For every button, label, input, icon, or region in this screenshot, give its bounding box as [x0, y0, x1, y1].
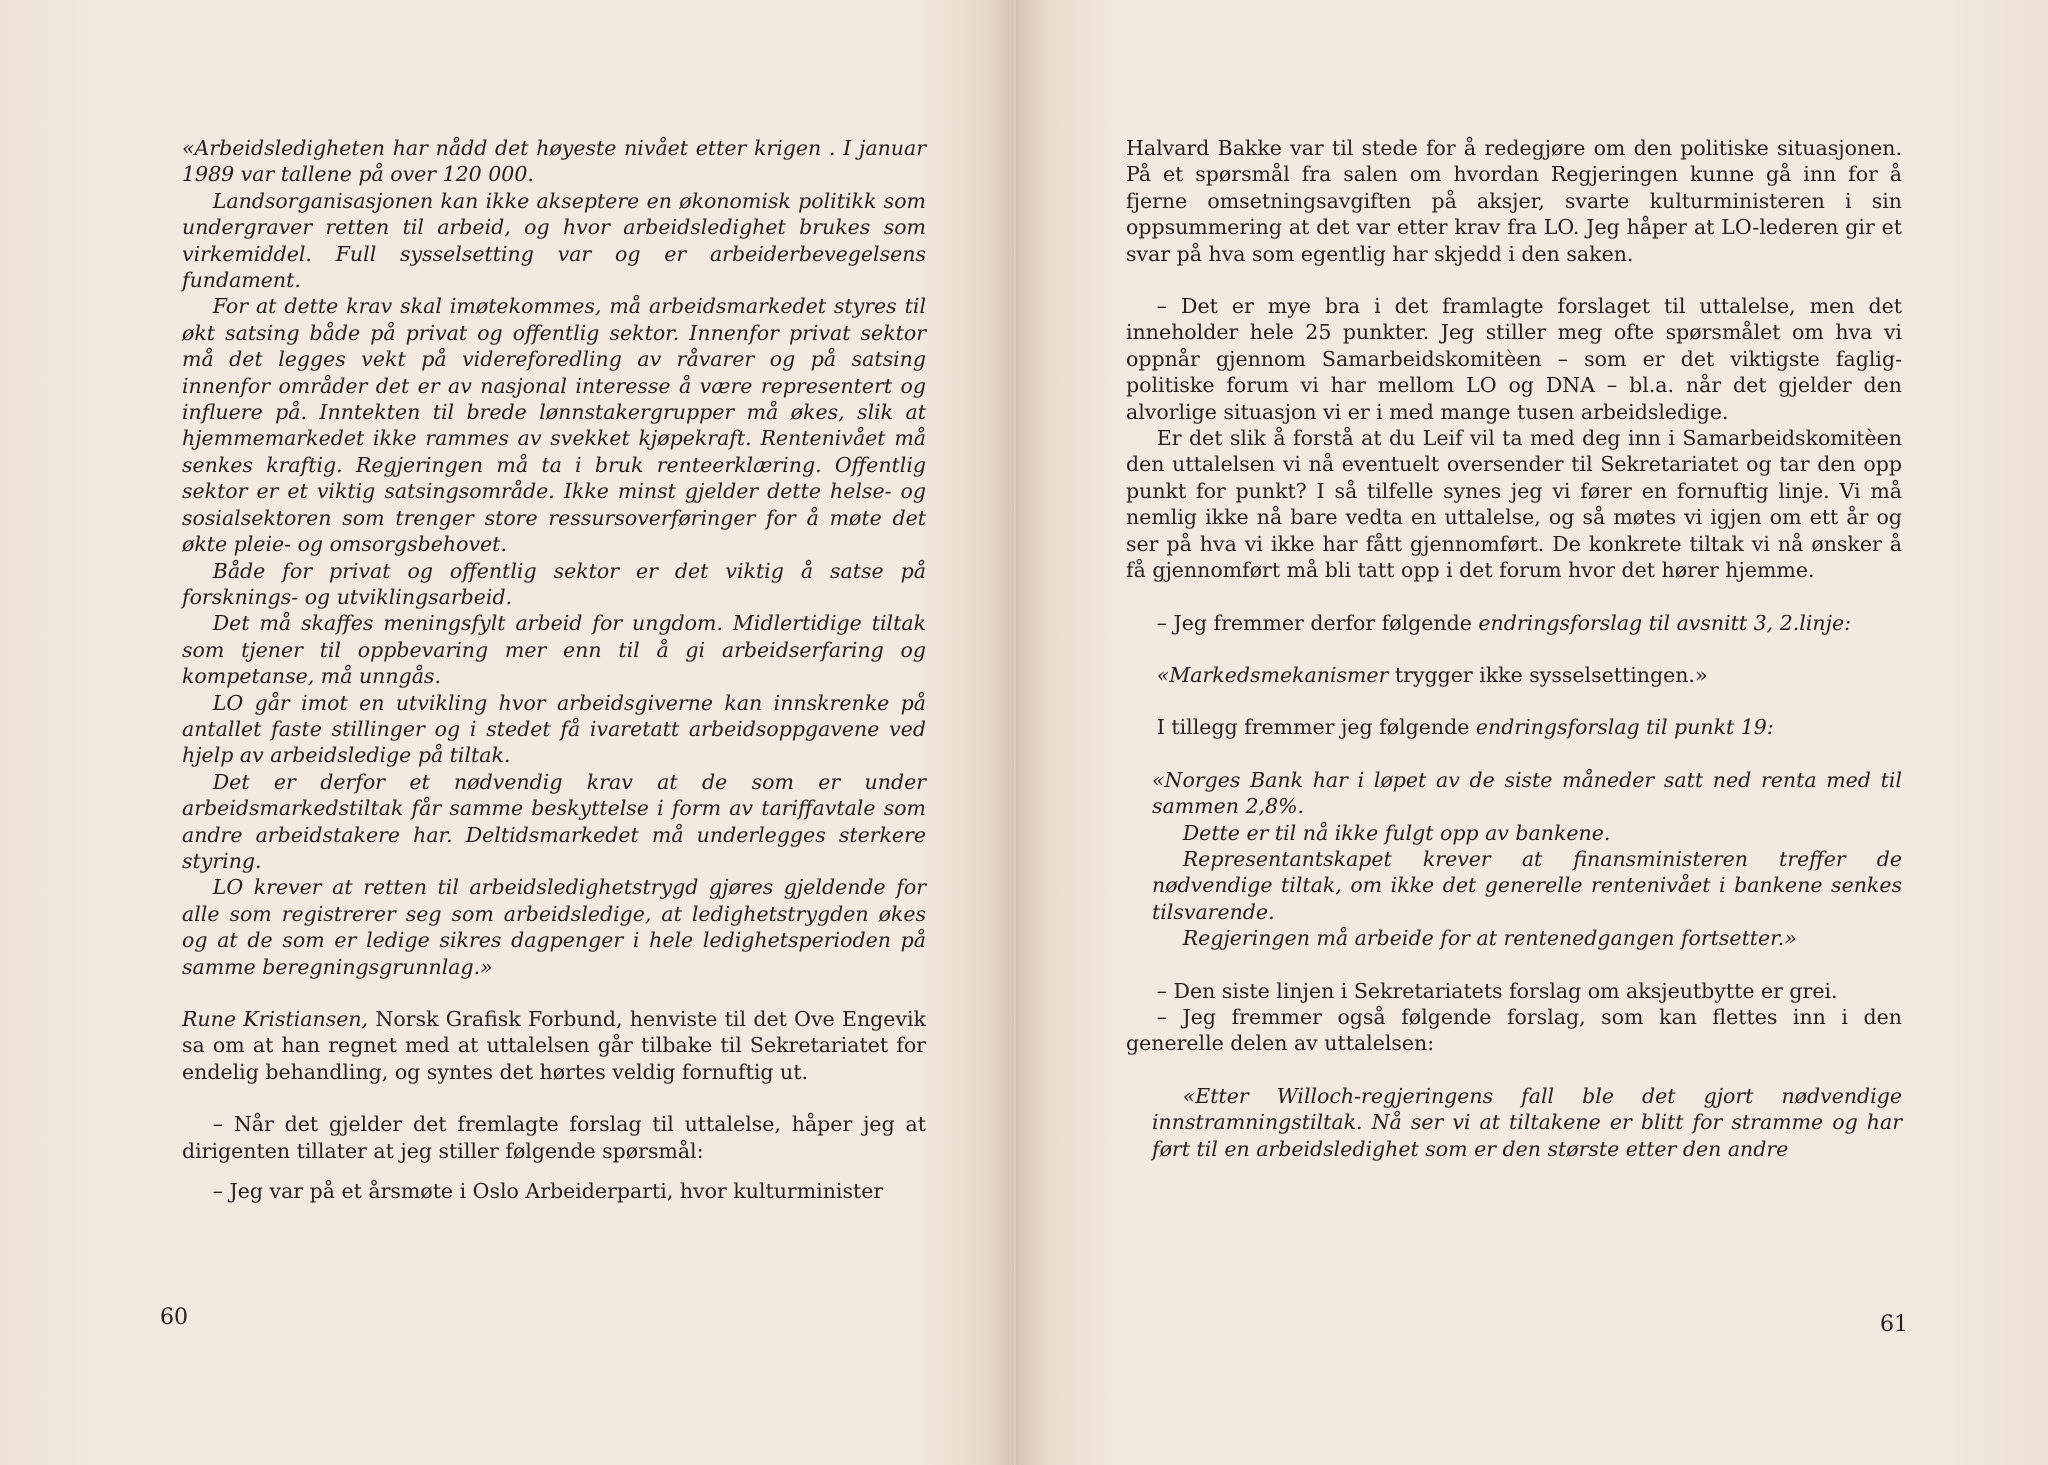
quote-paragraph: «Arbeidsledigheten har nådd det høyeste nivået etter krigen . I januar 1989 var tallene på over 120 000.: [182, 136, 926, 187]
quote-paragraph: «Norges Bank har i løpet av de siste måneder satt ned renta med til sammen 2,8%.: [1152, 767, 1902, 819]
page-number: 61: [1880, 1312, 1908, 1337]
quote-emphasis: «Markedsmekanismer: [1156, 662, 1389, 687]
quote-paragraph: Landsorganisasjonen kan ikke akseptere en økonomisk politikk som undergraver retten til arbeid, og hvor arbeidsledighet brukes som virkemiddel. Full sysselsetting var og er arbeiderbevegelsens fundament.: [182, 188, 926, 293]
bakke-paragraph: Halvard Bakke var til stede for å redegjøre om den politiske situasjonen. På et spørsmål fra salen om hvordan Regjeringen kunne gå inn for å fjerne omsetningsavgiften på aksjer, svarte kulturministeren i sin oppsummering at det var etter krav fra LO. Jeg håper at LO-lederen gir et svar på hva som egentlig har skjedd i den saken.: [1126, 136, 1902, 266]
quote-paragraph: Både for privat og offentlig sektor er det viktig å satse på forsknings- og utviklingsarbeid.: [182, 558, 926, 609]
quote-paragraph: Det er derfor et nødvendig krav at de som er under arbeidsmarkedstiltak får samme beskyttelse i form av tariffavtale som andre arbeidstakere har. Deltidsmarkedet må underlegges sterkere styring.: [182, 769, 926, 873]
siste-linjen-paragraph: – Den siste linjen i Sekretariatets forslag om aksjeutbytte er grei.: [1156, 978, 1838, 1003]
quote-paragraph: Regjeringen må arbeide for at rentenedgangen fortsetter.»: [1182, 926, 1797, 951]
proposal-lead: – Jeg fremmer derfor følgende: [1156, 610, 1479, 635]
quote-paragraph: [1126, 662, 1902, 688]
quote-block: [1126, 767, 1902, 952]
proposal-emphasis: endringsforslag til avsnitt 3, 2.linje:: [1478, 610, 1851, 635]
speaker-text: Norsk Grafisk Forbund, henviste til det Ove Engevik sa om at han regnet med at uttalelsen går tilbake til Sekretariatet for endelig behandling, og syntes det hørtes veldig fornuftig ut.: [182, 1007, 926, 1084]
proposal-paragraph: [1126, 610, 1902, 636]
page-number: 60: [160, 1305, 188, 1330]
oslo-paragraph: – Jeg var på et årsmøte i Oslo Arbeiderparti, hvor kulturminister: [212, 1179, 884, 1204]
quote-paragraph: Representantskapet krever at finansministeren treffer de nødvendige tiltak, om ikke det generelle rentenivået i bankene senkes tilsvarende.: [1152, 846, 1902, 924]
quote-paragraph: For at dette krav skal imøtekommes, må arbeidsmarkedet styres til økt satsing både på privat og offentlig sektor. Innenfor privat sektor må det legges vekt på videreforedling av råvarer og på satsing innenfor områder det er av nasjonal interesse å være representert og influere på. Inntekten til brede lønnstakergrupper må økes, slik at hjemmemarkedet ikke rammes av svekket kjøpekraft. Rentenivået må senkes kraftig. Regjeringen må ta i bruk renteerklæring. Offentlig sektor er et viktig satsingsområde. Ikke minst gjelder dette helse- og sosialsektoren som trenger store ressursoverføringer for å møte det økte pleie- og omsorgsbehovet.: [182, 294, 926, 557]
speaker-name: Rune Kristiansen,: [182, 1007, 369, 1031]
quote-text: trygger ikke sysselsettingen.»: [1388, 662, 1708, 687]
proposal-emphasis: endringsforslag til punkt 19:: [1475, 715, 1774, 740]
quote-paragraph: LO krever at retten til arbeidsledighetstrygd gjøres gjeldende for alle som registrerer seg som arbeidsledige, at ledighetstrygden økes og at de som er ledige sikres dagpenger i hele ledighetsperioden på samme beregningsgrunnlag.»: [182, 875, 926, 979]
quote-block: [1126, 1083, 1902, 1162]
quote-paragraph: Dette er til nå ikke fulgt opp av bankene.: [1182, 820, 1611, 845]
proposal-paragraph: [1126, 714, 1902, 740]
right-page: [1018, 0, 2048, 1465]
left-page-text: [182, 135, 926, 1204]
quote-paragraph: LO går imot en utvikling hvor arbeidsgiverne kan innskrenke på antallet faste stillinger og i stedet få ivaretatt arbeidsoppgavene ved hjelp av arbeidsledige på tiltak.: [182, 690, 926, 768]
right-page-text: [1126, 135, 1902, 1162]
leif-paragraph: Er det slik å forstå at du Leif vil ta med deg inn i Samarbeidskomitèen den uttalelsen vi nå eventuelt oversender til Sekretariatet og tar den opp punkt for punkt? I så tilfelle synes jeg vi fører en fornuftig linje. Vi må nemlig ikke nå bare vedta en uttalelse, og så møtes vi igjen om ett år og ser på hva vi ikke har fått gjennomført. De konkrete tiltak vi nå ønsker å få gjennomført må bli tatt opp i det forum hvor det hører hjemme.: [1126, 426, 1902, 583]
question-paragraph: – Når det gjelder det fremlagte forslag til uttalelse, håper jeg at dirigenten tillater at jeg stiller følgende spørsmål:: [182, 1112, 926, 1163]
quote-paragraph: Det må skaffes meningsfylt arbeid for ungdom. Midlertidige tiltak som tjener til oppbevaring mer enn til å gi arbeidserfaring og kompetanse, må unngås.: [182, 611, 926, 689]
ogsaa-paragraph: – Jeg fremmer også følgende forslag, som kan flettes inn i den generelle delen av uttalelsen:: [1126, 1004, 1902, 1056]
speaker-paragraph: [182, 1006, 926, 1085]
quote-paragraph: «Etter Willoch-regjeringens fall ble det gjort nødvendige innstramningstiltak. Nå ser vi at tiltakene er blitt for stramme og har ført til en arbeidsledighet som er den største etter den andre: [1152, 1083, 1902, 1161]
mye-bra-paragraph: – Det er mye bra i det framlagte forslaget til uttalelse, men det inneholder hele 25 punkter. Jeg stiller meg ofte spørsmålet om hva vi oppnår gjennom Samarbeidskomitèen – som er det viktigste faglig-politiske forum vi har mellom LO og DNA – bl.a. når det gjelder den alvorlige situasjon vi er i med mange tusen arbeidsledige.: [1126, 294, 1902, 424]
proposal-lead: I tillegg fremmer jeg følgende: [1156, 715, 1476, 740]
left-page: [0, 0, 1018, 1465]
